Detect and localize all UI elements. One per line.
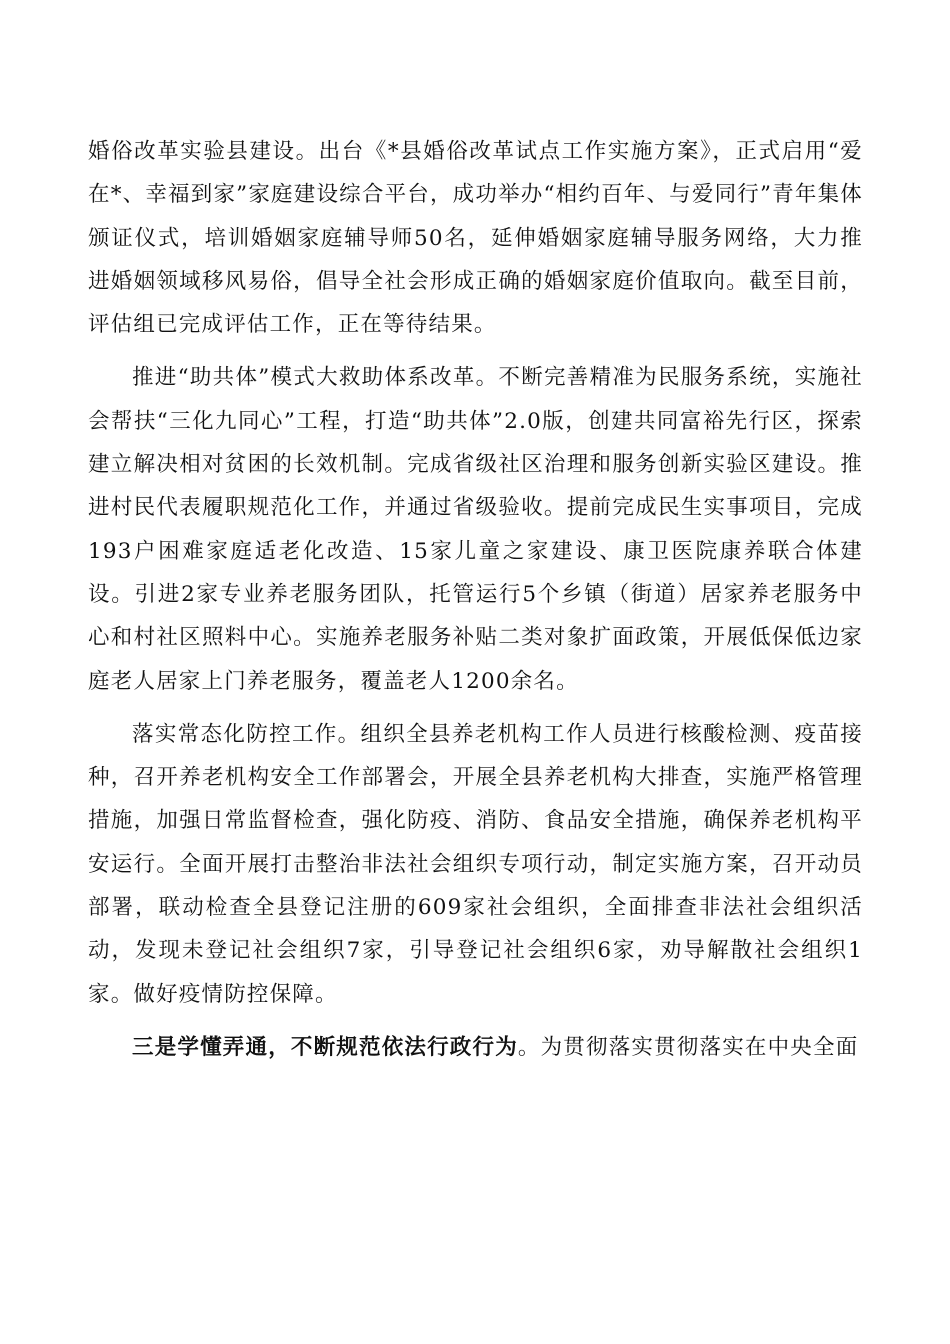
- paragraph-marriage-reform: [88, 130, 863, 346]
- paragraph-text: 婚俗改革实验县建设。出台《*县婚俗改革试点工作实施方案》，正式启用“爱在*、幸福到家”家庭建设综合平台，成功举办“相约百年、与爱同行”青年集体颁证仪式，培训婚姻家庭辅导师50名，延伸婚姻家庭辅导服务网络，大力推进婚姻领域移风易俗，倡导全社会形成正确的婚姻家庭价值取向。截至目前，评估组已完成评估工作，正在等待结果。: [88, 139, 863, 338]
- paragraph-assistance-reform: [88, 356, 863, 702]
- paragraph-epidemic-control: [88, 713, 863, 1016]
- paragraph-text: 。为贯彻落实贯彻落实在中央全面: [517, 1034, 859, 1060]
- paragraph-lead-heading: 三是学懂弄通，不断规范依法行政行为: [132, 1034, 518, 1060]
- paragraph-law-administration: [88, 1026, 863, 1069]
- paragraph-text: 推进“助共体”模式大救助体系改革。不断完善精准为民服务系统，实施社会帮扶“三化九同心”工程，打造“助共体”2.0版，创建共同富裕先行区，探索建立解决相对贫困的长效机制。完成省级社区治理和服务创新实验区建设。推进村民代表履职规范化工作，并通过省级验收。提前完成民生实事项目，完成193户困难家庭适老化改造、15家儿童之家建设、康卫医院康养联合体建设。引进2家专业养老服务团队，托管运行5个乡镇（街道）居家养老服务中心和村社区照料中心。实施养老服务补贴二类对象扩面政策，开展低保低边家庭老人居家上门养老服务，覆盖老人1200余名。: [88, 365, 863, 694]
- paragraph-text: 落实常态化防控工作。组织全县养老机构工作人员进行核酸检测、疫苗接种，召开养老机构安全工作部署会，开展全县养老机构大排查，实施严格管理措施，加强日常监督检查，强化防疫、消防、食品安全措施，确保养老机构平安运行。全面开展打击整治非法社会组织专项行动，制定实施方案，召开动员部署，联动检查全县登记注册的609家社会组织，全面排查非法社会组织活动，发现未登记社会组织7家，引导登记社会组织6家，劝导解散社会组织1家。做好疫情防控保障。: [88, 721, 863, 1007]
- document-page: [88, 130, 863, 1079]
